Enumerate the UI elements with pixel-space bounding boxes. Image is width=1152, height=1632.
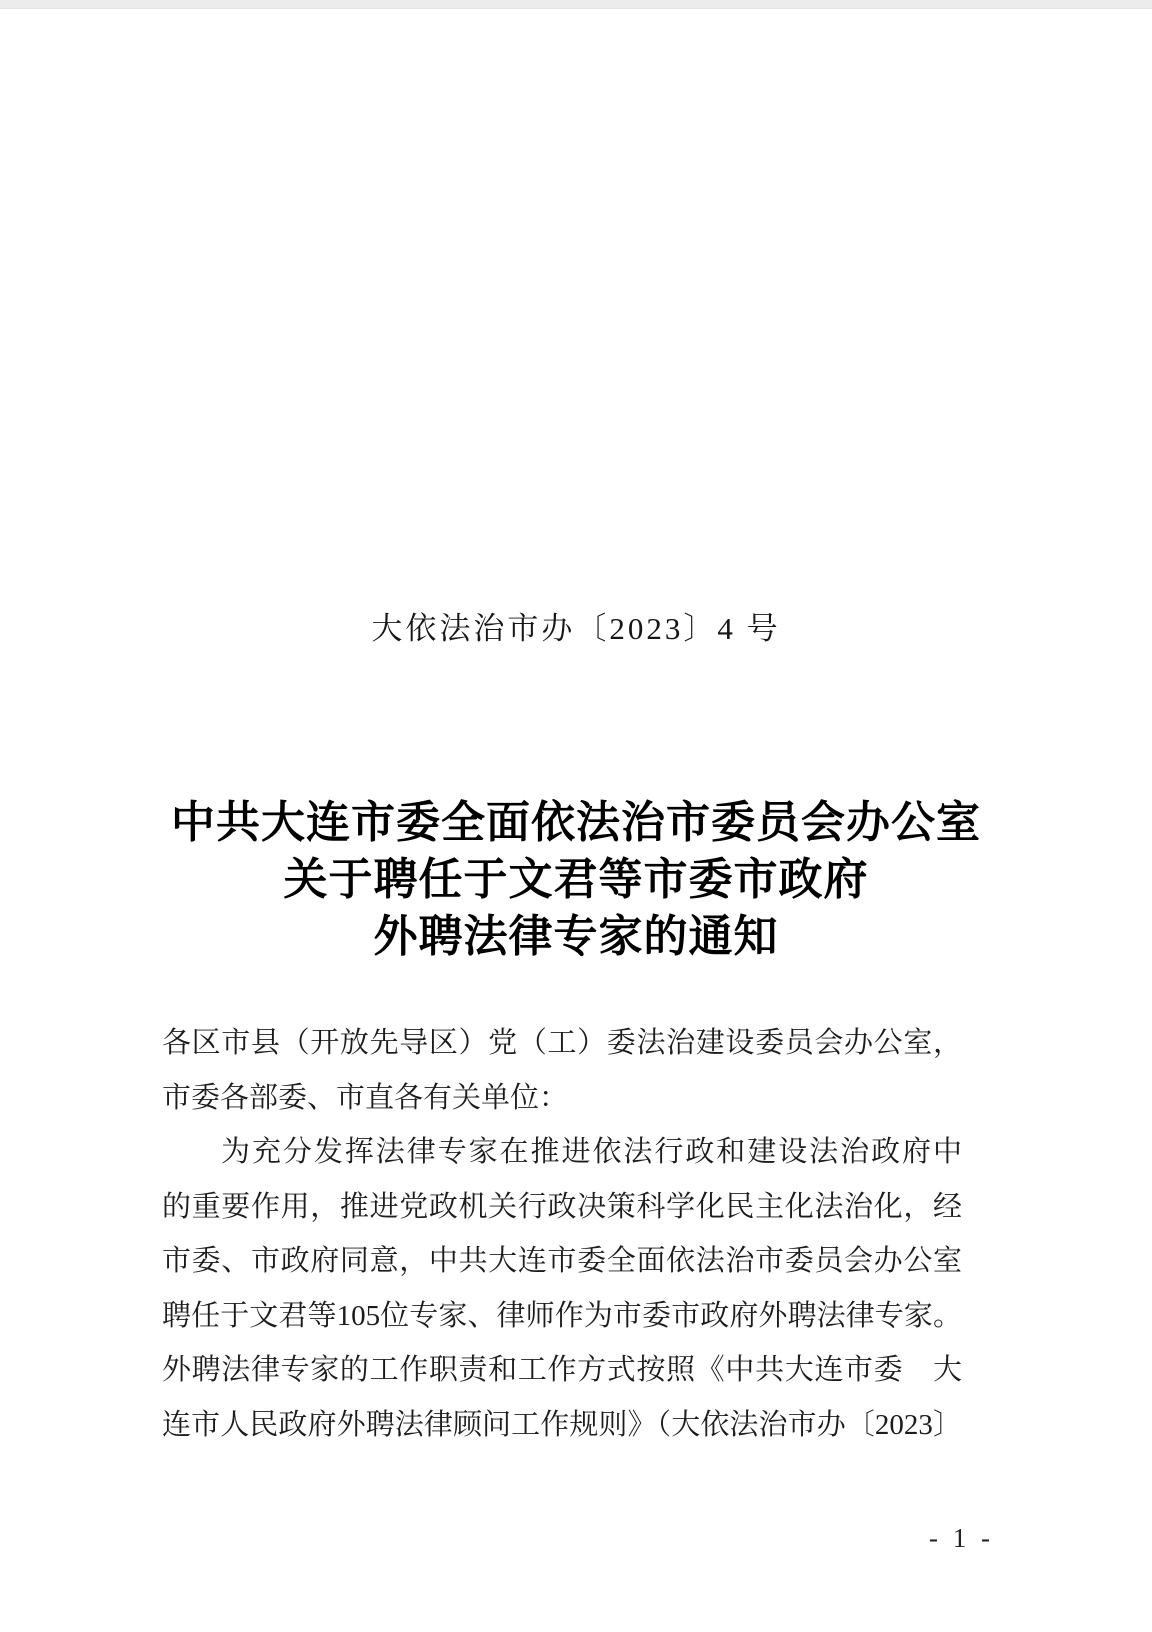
body-line-paragraph-1: 为充分发挥法律专家在推进依法行政和建设法治政府中 <box>221 1136 962 1168</box>
body-line-paragraph-2: 的重要作用，推进党政机关行政决策科学化民主化法治化，经 <box>162 1190 962 1223</box>
document-title <box>76 794 1076 965</box>
body-line-paragraph-4: 聘任于文君等105位专家、律师作为市委市政府外聘法律专家。 <box>162 1299 962 1332</box>
title-line-2: 关于聘任于文君等市委市政府 <box>283 855 869 904</box>
body-line-salutation-2: 市委各部委、市直各有关单位： <box>162 1081 569 1114</box>
body-line-paragraph-6: 连市人民政府外聘法律顾问工作规则》（大依法治市办〔2023〕 <box>162 1408 962 1441</box>
title-line-3: 外聘法律专家的通知 <box>373 912 779 961</box>
body-line-salutation-1: 各区市县（开放先导区）党（工）委法治建设委员会办公室， <box>162 1027 962 1059</box>
title-line-1: 中共大连市委全面依法治市委员会办公室 <box>171 798 981 847</box>
body-line-paragraph-5: 外聘法律专家的工作职责和工作方式按照《中共大连市委 大 <box>162 1354 962 1386</box>
page-number: - 1 - <box>929 1523 994 1553</box>
body-line-paragraph-3: 市委、市政府同意，中共大连市委全面依法治市委员会办公室 <box>162 1245 962 1277</box>
viewer-top-edge <box>0 0 1152 9</box>
document-body <box>162 1016 962 1452</box>
document-number: 大依法治市办〔2023〕4 号 <box>371 611 781 646</box>
